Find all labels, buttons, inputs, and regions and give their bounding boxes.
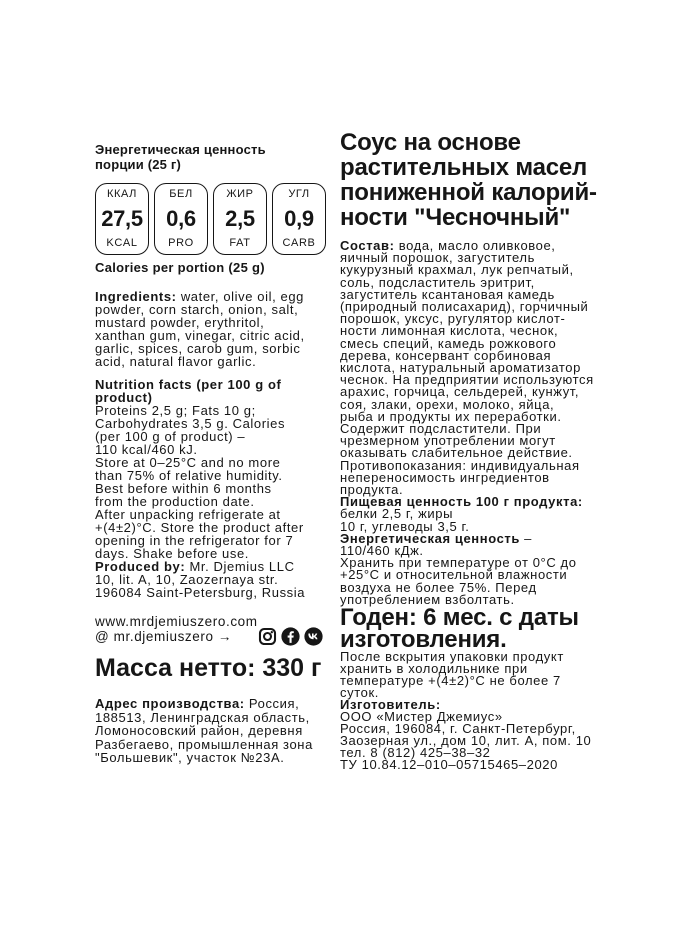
- nutrient-label-ru: БЕЛ: [169, 188, 193, 200]
- address-line-bold: Адрес производства:: [95, 696, 245, 711]
- nutrient-value: 0,6: [166, 205, 196, 231]
- nutrition-line: After unpacking refrigerate at: [95, 507, 281, 522]
- nutrient-box-protein: [154, 183, 208, 255]
- address-line: 188513, Ленинградская область,: [95, 709, 310, 725]
- nutrition-line-bold: Produced by:: [95, 559, 186, 574]
- manufacturer-line: хранить в холодильнике при: [340, 661, 528, 676]
- nutrition-line-bold: Nutrition facts (per 100 g of: [95, 377, 282, 392]
- ingredients-line-bold: Ingredients:: [95, 289, 177, 304]
- manufacturer-line: ООО «Мистер Джемиус»: [340, 709, 503, 724]
- composition-line: Хранить при температуре от 0°С до: [340, 555, 577, 571]
- address-line-text: Россия,: [244, 696, 300, 711]
- composition-line: чеснок. На предприятии используются: [340, 372, 594, 388]
- composition-line: 10 г, углеводы 3,5 г.: [340, 518, 470, 534]
- manufacturer-line: Россия, 196084, г. Санкт-Петербург,: [340, 721, 576, 736]
- storage-and-manufacturer: [340, 651, 591, 771]
- composition-line: дерева, консервант сорбиновая: [340, 347, 552, 363]
- facebook-icon: [281, 627, 300, 646]
- composition-line: воздуха не более 75%. Перед: [340, 579, 537, 595]
- calories-per-portion-heading: Calories per portion (25 g): [95, 260, 265, 275]
- ingredients-en: [95, 290, 305, 368]
- manufacturer-line: суток.: [340, 685, 379, 700]
- composition-line-text: –: [519, 530, 533, 546]
- composition-line-bold: Состав:: [340, 238, 395, 253]
- nutrition-line: 10, lit. A, 10, Zaozernaya str.: [95, 572, 279, 587]
- ingredients-line-text: water, olive oil, egg: [176, 289, 304, 304]
- composition-ru: [340, 240, 594, 606]
- ingredients-line: acid, natural flavor garlic.: [95, 354, 257, 369]
- composition-line: порошок, уксус, ругулятор кислот-: [340, 311, 566, 327]
- composition-line: чрезмерном употреблении могут: [340, 433, 556, 449]
- ingredients-line: garlic, spices, carob gum, sorbic: [95, 341, 301, 356]
- composition-line: рыба и продукты их переработки.: [340, 408, 562, 424]
- nutrient-box-kcal: [95, 183, 149, 255]
- nutrient-label-ru: УГЛ: [288, 188, 310, 200]
- composition-line: непереносимость ингредиентов: [340, 469, 550, 485]
- instagram-icon: [258, 627, 277, 646]
- nutrition-line: Proteins 2,5 g; Fats 10 g;: [95, 403, 256, 418]
- shelf-life: [340, 604, 579, 653]
- manufacturer-line: Заозерная ул., дом 10, лит. А, пом. 10: [340, 733, 592, 748]
- social-handle: @ mr.djemiuszero →: [95, 629, 233, 644]
- nutrition-line-text: Mr. Djemius LLC: [185, 559, 295, 574]
- composition-line: кукурузный крахмал, лук репчатый,: [340, 262, 574, 278]
- nutrient-label-en: FAT: [229, 237, 251, 249]
- composition-line: соль, подсластитель эритрит,: [340, 274, 535, 290]
- composition-line: ности лимонная кислота, чеснок,: [340, 323, 559, 339]
- composition-line: Противопоказания: индивидуальная: [340, 457, 580, 473]
- composition-line: смесь специй, камедь рожкового: [340, 335, 557, 351]
- title-line: растительных масел: [340, 154, 588, 181]
- nutrient-label-en: PRO: [168, 237, 194, 249]
- address-line: Разбегаево, промышленная зона: [95, 736, 313, 752]
- nutrition-line: 110 kcal/460 kJ.: [95, 442, 198, 457]
- nutrition-line: opening in the refrigerator for 7: [95, 533, 294, 548]
- title-line: пониженной калорий-: [340, 179, 597, 206]
- nutrition-line: Carbohydrates 3,5 g. Calories: [95, 416, 286, 431]
- nutrient-value: 27,5: [101, 205, 143, 231]
- nutrition-line: from the production date.: [95, 494, 255, 509]
- net-weight: Масса нетто: 330 г: [95, 654, 322, 682]
- website-url: www.mrdjemiuszero.com: [95, 614, 258, 629]
- production-address: [95, 697, 313, 765]
- composition-line: продукта.: [340, 482, 404, 498]
- shelf-life-line: Годен: 6 мес. с даты: [340, 604, 579, 631]
- nutrient-value: 2,5: [225, 205, 255, 231]
- energy-per-portion-heading: [95, 142, 266, 172]
- manufacturer-line: тел. 8 (812) 425–38–32: [340, 745, 491, 760]
- nutrient-box-carb: [272, 183, 326, 255]
- nutrition-line: Store at 0–25°C and no more: [95, 455, 281, 470]
- ingredients-line: mustard powder, erythritol,: [95, 315, 265, 330]
- title-line: ности "Чесночный": [340, 204, 571, 231]
- product-title: [340, 130, 597, 230]
- composition-line: (природный полисахарид), горчичный: [340, 299, 589, 315]
- composition-line-text: вода, масло оливковое,: [394, 238, 556, 253]
- nutrition-line-bold: product): [95, 390, 153, 405]
- nutrition-line: (per 100 g of product) –: [95, 429, 246, 444]
- ingredients-line: powder, corn starch, onion, salt,: [95, 302, 299, 317]
- composition-line: белки 2,5 г, жиры: [340, 506, 454, 522]
- composition-line: соя, злаки, орехи, молоко, яйца,: [340, 396, 555, 412]
- nutrient-label-ru: ККАЛ: [106, 188, 137, 200]
- nutrition-line: Best before within 6 months: [95, 481, 272, 496]
- manufacturer-line: После вскрытия упаковки продукт: [340, 649, 564, 664]
- nutrient-label-en: KCAL: [106, 237, 138, 249]
- nutrition-line: +(4±2)°C. Store the product after: [95, 520, 304, 535]
- nutrition-line: than 75% of relative humidity.: [95, 468, 283, 483]
- composition-line: кислота, натуральный ароматизатор: [340, 360, 581, 376]
- composition-line-bold: Энергетическая ценность: [340, 530, 520, 546]
- composition-line: +25°С и относительной влажности: [340, 567, 568, 583]
- address-line: "Большевик", участок №23А.: [95, 750, 285, 765]
- composition-line: арахис, горчица, сельдерей, кунжут,: [340, 384, 580, 400]
- social-icons: [258, 627, 323, 646]
- energy-heading-line: порции (25 г): [95, 157, 182, 172]
- nutrient-box-fat: [213, 183, 267, 255]
- title-line: Соус на основе: [340, 129, 521, 156]
- nutrition-facts-en: [95, 378, 305, 599]
- composition-line: 110/460 кДж.: [340, 543, 424, 559]
- nutrition-line: days. Shake before use.: [95, 546, 250, 561]
- composition-line: употреблением взболтать.: [340, 591, 515, 607]
- manufacturer-line: температуре +(4±2)°С не более 7: [340, 673, 561, 688]
- composition-line-bold: Пищевая ценность 100 г продукта:: [340, 494, 583, 510]
- composition-line: яичный порошок, загуститель: [340, 250, 535, 266]
- energy-heading-line: Энергетическая ценность: [95, 142, 266, 157]
- composition-line: оказывать слабительное действие.: [340, 445, 573, 461]
- composition-line: Содержит подсластители. При: [340, 421, 542, 437]
- nutrient-label-en: CARB: [282, 237, 316, 249]
- nutrient-value: 0,9: [284, 205, 314, 231]
- manufacturer-line: ТУ 10.84.12–010–05715465–2020: [340, 757, 558, 772]
- vk-icon: [304, 627, 323, 646]
- address-line: [95, 697, 313, 711]
- nutrient-label-ru: ЖИР: [226, 188, 254, 200]
- address-line: Ломоносовский район, деревня: [95, 723, 303, 738]
- nutrition-line: 196084 Saint-Petersburg, Russia: [95, 585, 306, 600]
- nutrient-boxes: [95, 183, 326, 255]
- shelf-life-line: изготовления.: [340, 626, 507, 653]
- ingredients-line: xanthan gum, vinegar, citric acid,: [95, 328, 305, 343]
- composition-line: загуститель ксантановая камедь: [340, 286, 555, 302]
- manufacturer-line-bold: Изготовитель:: [340, 697, 441, 712]
